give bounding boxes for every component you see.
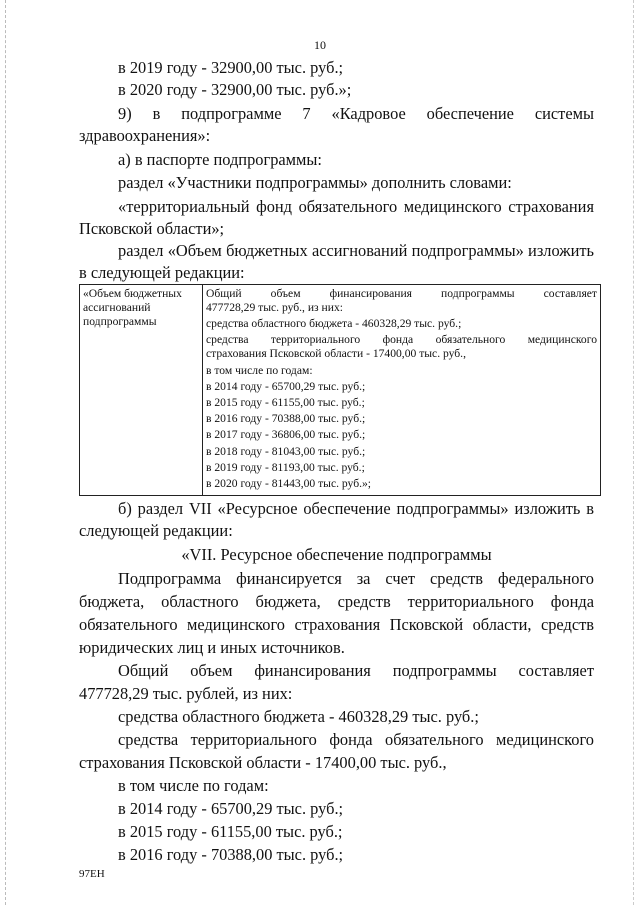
table-value-cell <box>203 285 601 496</box>
table-line: в 2019 году - 81193,00 тыс. руб.; <box>206 460 365 474</box>
table-line: в 2016 году - 70388,00 тыс. руб.; <box>206 412 366 426</box>
page-number: 10 <box>314 38 326 52</box>
table-line: в 2015 году - 61155,00 тыс. руб.; <box>206 395 365 409</box>
table-line: средства областного бюджета - 460328,29 тыс. руб.; <box>206 317 462 331</box>
scan-edge-left <box>5 0 7 905</box>
table-line: в 2017 году - 36806,00 тыс. руб.; <box>206 428 366 442</box>
text-line: Псковской области»; <box>79 219 225 238</box>
text-line: 9) в подпрограмме 7 «Кадровое обеспечение системы <box>118 104 594 123</box>
text-line: страхования Псковской области - 17400,00 тыс. руб., <box>79 753 447 772</box>
text-line: в 2019 году - 32900,00 тыс. руб.; <box>118 58 344 77</box>
text-line: в 2015 году - 61155,00 тыс. руб.; <box>118 822 343 841</box>
footer-code: 97ЕН <box>79 868 105 880</box>
text-line: б) раздел VII «Ресурсное обеспечение подпрограммы» изложить в <box>118 499 594 518</box>
text-line: Подпрограмма финансируется за счет средств федерального <box>118 569 594 588</box>
table-label: «Объем бюджетных ассигнований подпрограммы <box>83 287 182 328</box>
table-line: средства территориального фонда обязательного медицинского <box>206 333 597 347</box>
text-line: в 2020 году - 32900,00 тыс. руб.»; <box>118 80 352 99</box>
table-line: страхования Псковской области - 17400,00 тыс. руб., <box>206 347 466 361</box>
text-line: средства областного бюджета - 460328,29 тыс. руб.; <box>118 707 479 726</box>
text-line: юридических лиц и иных источников. <box>79 638 345 657</box>
table-line: в 2018 году - 81043,00 тыс. руб.; <box>206 444 366 458</box>
text-line: обязательного медицинского страхования Псковской области, средств <box>79 615 594 634</box>
table-label-cell <box>80 285 203 496</box>
table-line: в том числе по годам: <box>206 363 313 377</box>
table-line: в 2020 году - 81443,00 тыс. руб.»; <box>206 476 372 490</box>
text-line: а) в паспорте подпрограммы: <box>118 150 322 169</box>
text-line: «территориальный фонд обязательного медицинского страхования <box>118 197 594 216</box>
text-line: средства территориального фонда обязательного медицинского <box>118 730 594 749</box>
text-line: бюджета, областного бюджета, средств территориального фонда <box>79 592 594 611</box>
text-line: в 2016 году - 70388,00 тыс. руб.; <box>118 845 344 864</box>
text-line: следующей редакции: <box>79 521 233 540</box>
text-line: в следующей редакции: <box>79 263 245 282</box>
text-line: здравоохранения»: <box>79 126 211 145</box>
scan-edge-right <box>633 0 635 905</box>
table-line: 477728,29 тыс. руб., из них: <box>206 301 343 314</box>
section-heading: «VII. Ресурсное обеспечение подпрограммы <box>181 545 492 564</box>
text-line: Общий объем финансирования подпрограммы составляет <box>118 661 594 680</box>
text-line: раздел «Участники подпрограммы» дополнить словами: <box>118 173 512 192</box>
text-line: в том числе по годам: <box>118 776 269 795</box>
text-line: раздел «Объем бюджетных ассигнований подпрограммы» изложить <box>118 241 594 260</box>
table-line: Общий объем финансирования подпрограммы составляет <box>206 287 597 300</box>
text-line: 477728,29 тыс. рублей, из них: <box>79 684 293 703</box>
table-line: в 2014 году - 65700,29 тыс. руб.; <box>206 379 366 393</box>
text-line: в 2014 году - 65700,29 тыс. руб.; <box>118 799 344 818</box>
financing-table <box>79 284 601 496</box>
